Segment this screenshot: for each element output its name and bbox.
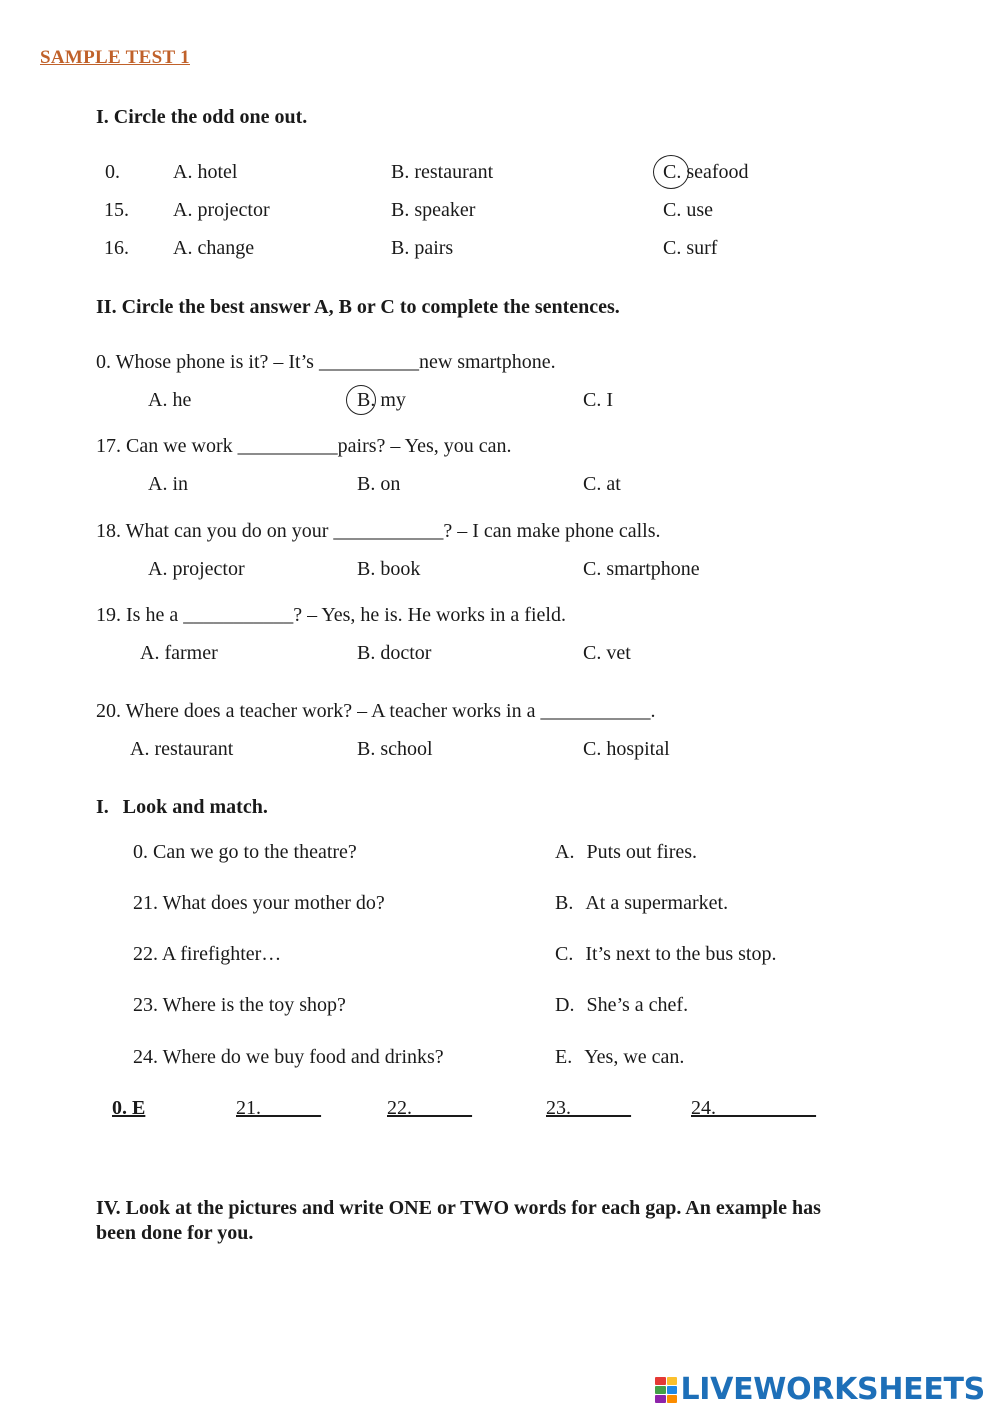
- option-c[interactable]: [663, 161, 749, 184]
- section-2-heading: II. Circle the best answer A, B or C to complete the sentences.: [96, 296, 620, 318]
- match-answer-blank[interactable]: 23.______: [546, 1097, 631, 1119]
- match-answer-blank[interactable]: 22.______: [387, 1097, 472, 1119]
- logo-mark-tile: [667, 1395, 678, 1403]
- option-word: seafood: [686, 161, 749, 183]
- option-word: surf: [686, 237, 718, 259]
- logo-mark-icon: [655, 1377, 677, 1403]
- document-title: SAMPLE TEST 1: [40, 47, 190, 68]
- option-c[interactable]: C. vet: [583, 642, 631, 664]
- option-a[interactable]: A. he: [148, 389, 192, 411]
- question-text: 20. Where does a teacher work? – A teacher works in a ___________.: [96, 700, 656, 722]
- match-right-item: [555, 1046, 684, 1069]
- option-a[interactable]: A. change: [173, 237, 255, 259]
- option-a[interactable]: A. projector: [173, 199, 270, 221]
- option-c[interactable]: [663, 199, 713, 222]
- match-answer-blank[interactable]: 24.__________: [691, 1097, 816, 1119]
- option-word: school: [380, 738, 433, 760]
- match-left-item: 22. A firefighter…: [133, 943, 282, 965]
- question-text: 0. Whose phone is it? – It’s __________new smartphone.: [96, 351, 556, 373]
- match-right-item: [555, 841, 697, 864]
- option-word: book: [380, 558, 421, 580]
- section-3-title: Look and match.: [122, 796, 268, 818]
- logo-mark-tile: [655, 1386, 666, 1394]
- option-b[interactable]: [357, 738, 433, 761]
- match-text: Yes, we can.: [584, 1046, 685, 1068]
- match-left-item: 0. Can we go to the theatre?: [133, 841, 357, 863]
- logo-mark-tile: [667, 1386, 678, 1394]
- match-letter: B.: [555, 892, 574, 914]
- option-letter: C.: [663, 199, 682, 221]
- option-b[interactable]: [357, 558, 420, 581]
- option-a[interactable]: A. farmer: [140, 642, 218, 664]
- option-letter: B.: [357, 738, 376, 760]
- section-1-heading: I. Circle the odd one out.: [96, 106, 308, 128]
- logo-mark-tile: [655, 1395, 666, 1403]
- option-c[interactable]: C. at: [583, 473, 621, 495]
- option-c[interactable]: C. smartphone: [583, 558, 700, 580]
- match-letter: A.: [555, 841, 575, 863]
- section-4-heading-line2: been done for you.: [96, 1222, 254, 1244]
- logo-text: LIVEWORKSHEETS: [680, 1372, 985, 1407]
- option-word: on: [380, 473, 401, 495]
- option-word: use: [686, 199, 714, 221]
- option-b[interactable]: [357, 473, 400, 496]
- option-a[interactable]: A. restaurant: [130, 738, 234, 760]
- option-letter: B.: [357, 642, 376, 664]
- match-right-item: [555, 994, 688, 1017]
- match-answer-example: 0. E: [112, 1097, 146, 1119]
- section-3-number: I.: [96, 796, 109, 818]
- question-text: 17. Can we work __________pairs? – Yes, you can.: [96, 435, 512, 457]
- question-text: 18. What can you do on your ___________? – I can make phone calls.: [96, 520, 661, 542]
- option-c[interactable]: [663, 237, 717, 260]
- match-right-item: [555, 943, 776, 966]
- match-text: At a supermarket.: [585, 892, 729, 914]
- section-4-heading-line1: IV. Look at the pictures and write ONE or TWO words for each gap. An example has: [96, 1197, 821, 1219]
- match-left-item: 21. What does your mother do?: [133, 892, 385, 914]
- match-letter: D.: [555, 994, 575, 1016]
- option-b[interactable]: [357, 389, 406, 412]
- match-left-item: 23. Where is the toy shop?: [133, 994, 346, 1016]
- liveworksheets-logo: [655, 1372, 985, 1407]
- option-a[interactable]: A. projector: [148, 558, 245, 580]
- option-word: my: [380, 389, 406, 411]
- match-text: It’s next to the bus stop.: [585, 943, 777, 965]
- question-number: 0.: [105, 161, 120, 183]
- option-letter: C.: [663, 237, 682, 259]
- question-number: 16.: [104, 237, 129, 259]
- option-a[interactable]: A. hotel: [173, 161, 238, 183]
- section-3-heading: [96, 796, 268, 819]
- match-left-item: 24. Where do we buy food and drinks?: [133, 1046, 444, 1068]
- option-b[interactable]: B. speaker: [391, 199, 476, 221]
- match-letter: C.: [555, 943, 574, 965]
- option-letter: C.: [663, 161, 682, 183]
- option-word: doctor: [380, 642, 432, 664]
- question-number: 15.: [104, 199, 129, 221]
- option-c[interactable]: C. I: [583, 389, 613, 411]
- match-right-item: [555, 892, 728, 915]
- option-c[interactable]: C. hospital: [583, 738, 670, 760]
- option-letter: B.: [357, 558, 376, 580]
- option-b[interactable]: B. restaurant: [391, 161, 494, 183]
- logo-mark-tile: [655, 1377, 666, 1385]
- match-letter: E.: [555, 1046, 573, 1068]
- logo-mark-tile: [667, 1377, 678, 1385]
- match-text: Puts out fires.: [586, 841, 698, 863]
- option-a[interactable]: A. in: [148, 473, 188, 495]
- option-letter: B.: [357, 389, 376, 411]
- option-letter: B.: [357, 473, 376, 495]
- question-text: 19. Is he a ___________? – Yes, he is. He works in a field.: [96, 604, 566, 626]
- match-text: She’s a chef.: [586, 994, 689, 1016]
- option-b[interactable]: B. pairs: [391, 237, 454, 259]
- match-answer-blank[interactable]: 21.______: [236, 1097, 321, 1119]
- option-b[interactable]: [357, 642, 431, 665]
